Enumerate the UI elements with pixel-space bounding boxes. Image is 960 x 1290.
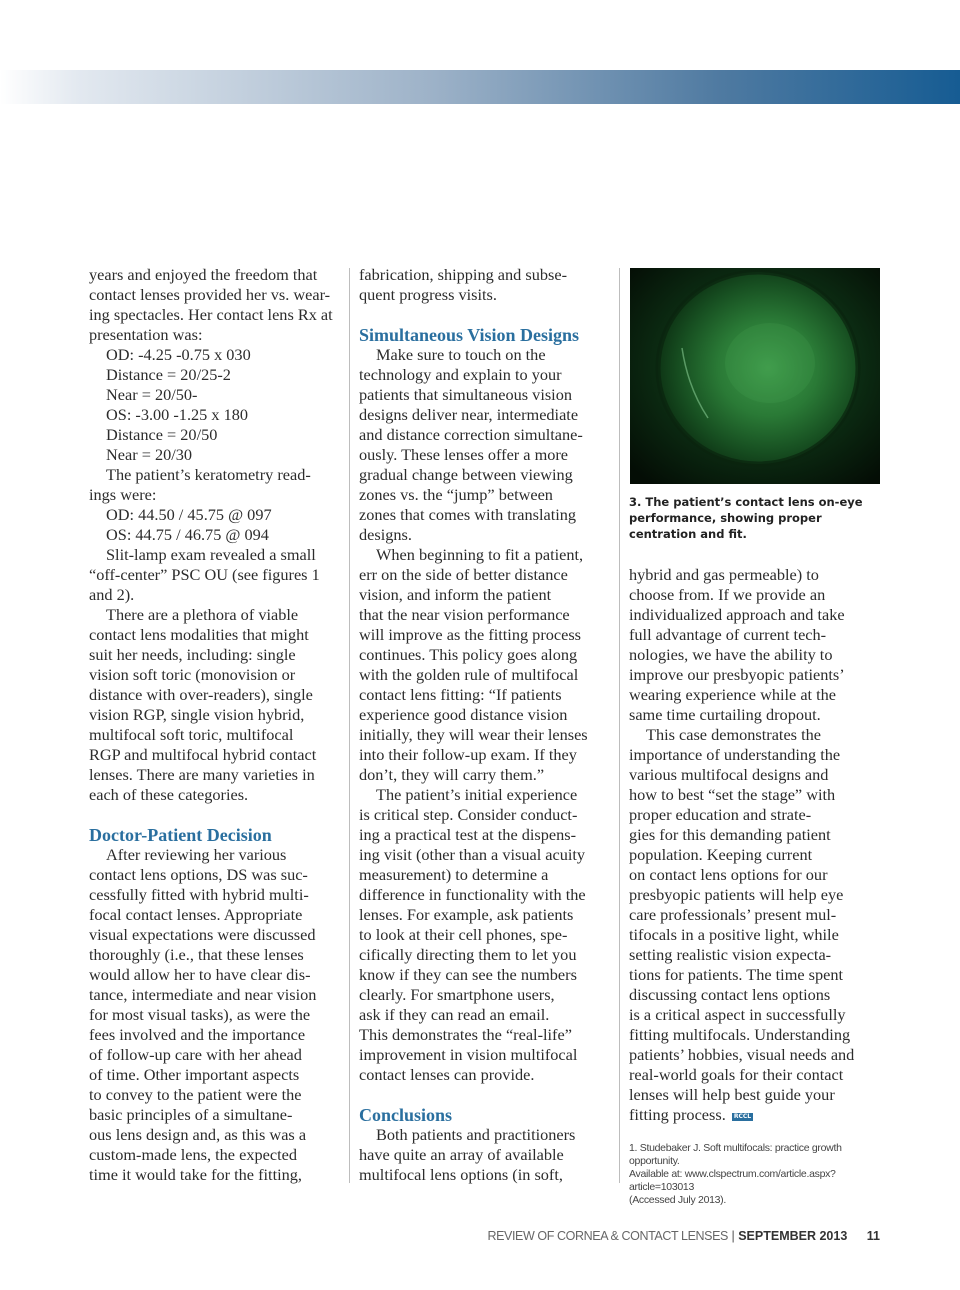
- text-line: population. Keeping current: [629, 845, 813, 864]
- text-line: contact lenses can provide.: [359, 1065, 535, 1084]
- text-line: err on the side of better distance: [359, 565, 568, 584]
- section-heading-simultaneous: Simultaneous Vision Designs: [359, 325, 580, 345]
- text-line: setting realistic vision expecta-: [629, 945, 832, 964]
- eye-photo-graphic: [630, 268, 880, 484]
- footer-publication: REVIEW OF CORNEA & CONTACT LENSES: [487, 1229, 728, 1243]
- text-line: continues. This policy goes along: [359, 645, 578, 664]
- text-line: individualized approach and take: [629, 605, 845, 624]
- footer-separator: |: [731, 1229, 735, 1243]
- text-line: contact lens fitting: “If patients: [359, 685, 562, 704]
- text-line: don’t, they will carry them.”: [359, 765, 545, 784]
- continued-paragraph: [629, 565, 885, 725]
- section-heading-conclusions: Conclusions: [359, 1105, 453, 1125]
- text-line: improvement in vision multifocal: [359, 1045, 578, 1064]
- text-line: vision, and inform the patient: [359, 585, 552, 604]
- text-line: ings were:: [89, 485, 157, 504]
- text-line: on contact lens options for our: [629, 865, 828, 884]
- text-line: is a critical aspect in successfully: [629, 1005, 846, 1024]
- text-line: designs deliver near, intermediate: [359, 405, 579, 424]
- text-line: vision soft toric (monovision or: [89, 665, 296, 684]
- text-line: visual expectations were discussed: [89, 925, 316, 944]
- text-line: real-world goals for their contact: [629, 1065, 844, 1084]
- article-column-2: [359, 265, 614, 1185]
- text-line: This case demonstrates the: [646, 725, 821, 744]
- text-line: presbyopic patients will help eye: [629, 885, 844, 904]
- text-line: lenses. For example, ask patients: [359, 905, 574, 924]
- text-line: “off-center” PSC OU (see figures 1: [89, 565, 320, 584]
- section-heading-decision: Doctor-Patient Decision: [89, 825, 272, 845]
- text-line: ask if they can read an email.: [359, 1005, 550, 1024]
- text-line: to look at their cell phones, spe-: [359, 925, 568, 944]
- text-line: contact lens options, DS was suc-: [89, 865, 308, 884]
- experience-paragraph: [359, 785, 614, 1085]
- text-line: and 2).: [89, 585, 135, 604]
- text-line: Both patients and practitioners: [376, 1125, 576, 1144]
- keratometry-list: [89, 505, 344, 545]
- conclusions-paragraph: [359, 1125, 614, 1185]
- continued-paragraph: [359, 265, 614, 305]
- text-line: each of these categories.: [89, 785, 249, 804]
- rx-line: OD: -4.25 -0.75 x 030: [106, 345, 251, 364]
- page-number: 11: [866, 1229, 880, 1243]
- text-line: patients that simultaneous vision: [359, 385, 572, 404]
- reference-line: Available at: www.clspectrum.com/article.aspx?article=103013: [629, 1168, 836, 1193]
- text-line: lenses. There are many varieties in: [89, 765, 315, 784]
- text-line: gradual change between viewing: [359, 465, 573, 484]
- figure-caption: 3. The patient’s contact lens on-eye performance, showing proper centration and fit.: [629, 495, 863, 541]
- text-line: time it would take for the fitting,: [89, 1165, 302, 1184]
- text-line: vision RGP, single vision hybrid,: [89, 705, 305, 724]
- text-line: patients’ hobbies, visual needs and: [629, 1045, 855, 1064]
- text-line: zones that comes with translating: [359, 505, 577, 524]
- header-gradient-band: [0, 70, 960, 104]
- text-line: thoroughly (i.e., that these lenses: [89, 945, 304, 964]
- reference-line: 1. Studebaker J. Soft multifocals: practice growth opportunity.: [629, 1142, 842, 1167]
- text-line: quent progress visits.: [359, 285, 497, 304]
- text-line: is critical step. Consider conduct-: [359, 805, 578, 824]
- article-column-3: [629, 565, 885, 1125]
- text-line: initially, they will wear their lenses: [359, 725, 588, 744]
- text-line: The patient’s initial experience: [376, 785, 578, 804]
- column-divider: [619, 268, 620, 1183]
- text-line: proper education and strate-: [629, 805, 812, 824]
- text-line: technology and explain to your: [359, 365, 562, 384]
- text-line: ing visit (other than a visual acuity: [359, 845, 586, 864]
- modalities-paragraph: [89, 605, 344, 805]
- page-footer: [487, 1228, 880, 1244]
- rx-line: Distance = 20/50: [106, 425, 218, 444]
- text-line: focal contact lenses. Appropriate: [89, 905, 303, 924]
- text-line: have quite an array of available: [359, 1145, 564, 1164]
- text-line: various multifocal designs and: [629, 765, 829, 784]
- text-line: gies for this demanding patient: [629, 825, 831, 844]
- text-line: how to best “set the stage” with: [629, 785, 836, 804]
- rx-line: Distance = 20/25-2: [106, 365, 231, 384]
- text-line: ing a practical test at the dispens-: [359, 825, 577, 844]
- text-line: difference in functionality with the: [359, 885, 586, 904]
- text-line: RGP and multifocal hybrid contact: [89, 745, 317, 764]
- text-line: will improve as the fitting process: [359, 625, 582, 644]
- decision-paragraph: [89, 845, 344, 1185]
- text-line: of follow-up care with her ahead: [89, 1045, 302, 1064]
- text-line: This demonstrates the “real-life”: [359, 1025, 572, 1044]
- text-line: tance, intermediate and near vision: [89, 985, 317, 1004]
- text-line: presentation was:: [89, 325, 203, 344]
- text-line: custom-made lens, the expected: [89, 1145, 297, 1164]
- figure-contact-lens-photo: [630, 268, 880, 484]
- text-line: contact lens modalities that might: [89, 625, 309, 644]
- text-line: hybrid and gas permeable) to: [629, 565, 819, 584]
- text-line: ously. These lenses offer a more: [359, 445, 569, 464]
- text-line: fitting multifocals. Understanding: [629, 1025, 851, 1044]
- text-line: There are a plethora of viable: [106, 605, 299, 624]
- kerato-line: OS: 44.75 / 46.75 @ 094: [106, 525, 269, 544]
- slitlamp-paragraph: [89, 545, 344, 605]
- kerato-line: OD: 44.50 / 45.75 @ 097: [106, 505, 272, 524]
- text-line: measurement) to determine a: [359, 865, 549, 884]
- rx-list: [89, 345, 344, 465]
- text-line: nologies, we have the ability to: [629, 645, 833, 664]
- text-line: and distance correction simultane-: [359, 425, 583, 444]
- text-line: Slit-lamp exam revealed a small: [106, 545, 316, 564]
- footer-issue: SEPTEMBER 2013: [738, 1229, 848, 1243]
- text-line: choose from. If we provide an: [629, 585, 826, 604]
- text-line: improve our presbyopic patients’: [629, 665, 845, 684]
- keratometry-paragraph: [89, 465, 344, 505]
- reference-line: (Accessed July 2013).: [629, 1194, 726, 1206]
- text-line: ing spectacles. Her contact lens Rx at: [89, 305, 333, 324]
- end-of-article-mark: RCCL: [733, 1113, 752, 1120]
- simultaneous-paragraph: [359, 345, 614, 545]
- intro-paragraph: [89, 265, 344, 345]
- text-line: basic principles of a simultane-: [89, 1105, 293, 1124]
- text-line: would allow her to have clear dis-: [89, 965, 311, 984]
- rx-line: OS: -3.00 -1.25 x 180: [106, 405, 249, 424]
- text-line: When beginning to fit a patient,: [376, 545, 584, 564]
- text-line: Make sure to touch on the: [376, 345, 546, 364]
- text-line: discussing contact lens options: [629, 985, 831, 1004]
- reference-list: [629, 1142, 885, 1207]
- text-line: fabrication, shipping and subse-: [359, 265, 567, 284]
- text-line: importance of understanding the: [629, 745, 841, 764]
- text-line: distance with over-readers), single: [89, 685, 313, 704]
- text-line: multifocal lens options (in soft,: [359, 1165, 563, 1184]
- text-line: tifocals in a positive light, while: [629, 925, 839, 944]
- text-line: years and enjoyed the freedom that: [89, 265, 318, 284]
- text-line: wearing experience while at the: [629, 685, 837, 704]
- text-line: lenses will help best guide your: [629, 1085, 835, 1104]
- text-line: for most visual tasks), as were the: [89, 1005, 311, 1024]
- text-line: After reviewing her various: [106, 845, 287, 864]
- text-line: cessfully fitted with hybrid multi-: [89, 885, 309, 904]
- text-line: care professionals’ present mul-: [629, 905, 837, 924]
- text-line: fees involved and the importance: [89, 1025, 306, 1044]
- text-line: zones vs. the “jump” between: [359, 485, 553, 504]
- rx-line: Near = 20/50-: [106, 385, 198, 404]
- text-line: multifocal soft toric, multifocal: [89, 725, 294, 744]
- text-line: suit her needs, including: single: [89, 645, 296, 664]
- text-line: contact lenses provided her vs. wear-: [89, 285, 331, 304]
- text-line: cifically directing them to let you: [359, 945, 577, 964]
- text-line: of time. Other important aspects: [89, 1065, 300, 1084]
- text-line: designs.: [359, 525, 412, 544]
- fitting-paragraph: [359, 545, 614, 785]
- text-line: same time curtailing dropout.: [629, 705, 821, 724]
- text-line: full advantage of current tech-: [629, 625, 827, 644]
- text-line: know if they can see the numbers: [359, 965, 577, 984]
- text-line: to convey to the patient were the: [89, 1085, 302, 1104]
- text-line-last: [629, 1105, 885, 1125]
- text-line: into their follow-up exam. If they: [359, 745, 577, 764]
- article-column-1: [89, 265, 344, 1185]
- text-line: ous lens design and, as this was a: [89, 1125, 307, 1144]
- text-line: The patient’s keratometry read-: [106, 465, 311, 484]
- case-paragraph: [629, 725, 885, 1125]
- last-line-text: fitting process.: [629, 1105, 726, 1124]
- column-divider: [349, 268, 350, 1183]
- rx-line: Near = 20/30: [106, 445, 193, 464]
- text-line: experience good distance vision: [359, 705, 568, 724]
- text-line: clearly. For smartphone users,: [359, 985, 555, 1004]
- text-line: with the golden rule of multifocal: [359, 665, 579, 684]
- text-line: tions for patients. The time spent: [629, 965, 844, 984]
- text-line: that the near vision performance: [359, 605, 570, 624]
